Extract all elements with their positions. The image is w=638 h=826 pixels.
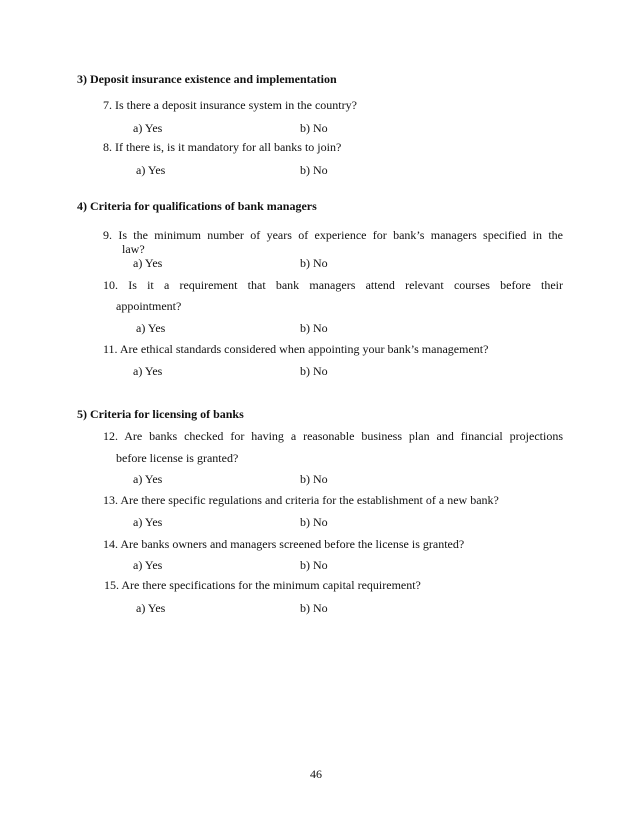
option-a-q9: a) Yes — [133, 256, 163, 270]
option-b-q14: b) No — [300, 558, 328, 572]
option-a-q8: a) Yes — [136, 163, 166, 177]
option-b-q7: b) No — [300, 121, 328, 135]
option-a-q13: a) Yes — [133, 515, 163, 529]
option-b-q8: b) No — [300, 163, 328, 177]
option-a-q7: a) Yes — [133, 121, 163, 135]
option-b-q10: b) No — [300, 321, 328, 335]
question-8: 8. If there is, is it mandatory for all banks to join? — [103, 140, 342, 154]
question-11: 11. Are ethical standards considered when appointing your bank’s management? — [103, 342, 489, 356]
option-a-q14: a) Yes — [133, 558, 163, 572]
option-b-q13: b) No — [300, 515, 328, 529]
question-9: 9. Is the minimum number of years of experience for bank’s managers specified in the — [103, 228, 563, 242]
question-10: 10. Is it a requirement that bank managers attend relevant courses before their — [103, 278, 563, 292]
question-15: 15. Are there specifications for the minimum capital requirement? — [104, 578, 421, 592]
question-10-continuation: appointment? — [116, 299, 182, 313]
option-a-q10: a) Yes — [136, 321, 166, 335]
option-a-q15: a) Yes — [136, 601, 166, 615]
option-a-q12: a) Yes — [133, 472, 163, 486]
option-a-q11: a) Yes — [133, 364, 163, 378]
option-b-q11: b) No — [300, 364, 328, 378]
question-12: 12. Are banks checked for having a reasonable business plan and financial projections — [103, 429, 563, 443]
page-number: 46 — [310, 767, 322, 781]
question-9-continuation: law? — [122, 242, 145, 256]
option-b-q12: b) No — [300, 472, 328, 486]
option-b-q9: b) No — [300, 256, 328, 270]
option-b-q15: b) No — [300, 601, 328, 615]
question-7: 7. Is there a deposit insurance system in the country? — [103, 98, 357, 112]
question-12-continuation: before license is granted? — [116, 451, 239, 465]
section-heading-bank-managers: 4) Criteria for qualifications of bank managers — [77, 199, 317, 213]
question-14: 14. Are banks owners and managers screened before the license is granted? — [103, 537, 465, 551]
question-13: 13. Are there specific regulations and criteria for the establishment of a new bank? — [103, 493, 499, 507]
section-heading-deposit-insurance: 3) Deposit insurance existence and implementation — [77, 72, 337, 86]
section-heading-licensing: 5) Criteria for licensing of banks — [77, 407, 244, 421]
